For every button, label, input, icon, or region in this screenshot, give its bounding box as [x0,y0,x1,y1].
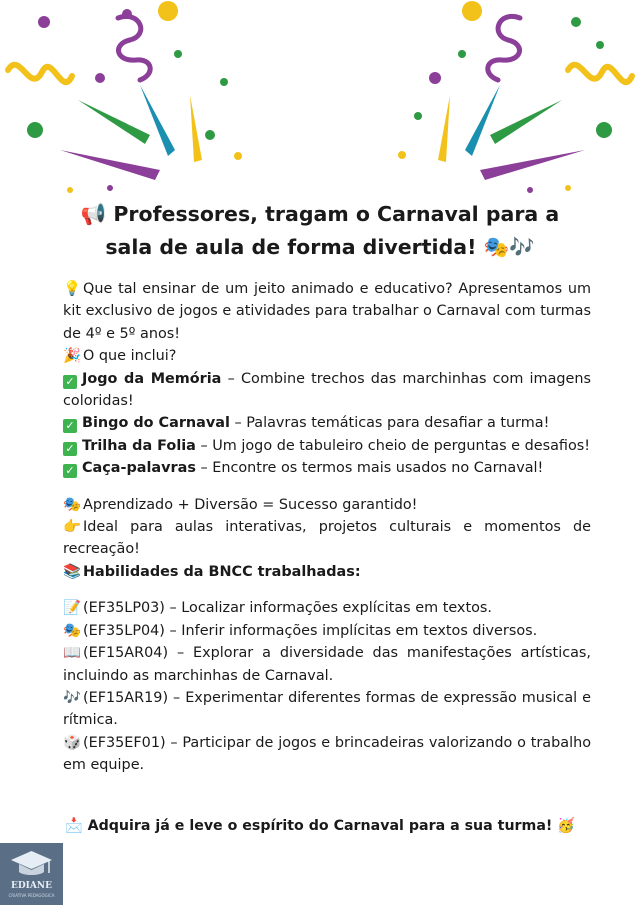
ideal-paragraph: 👉 Ideal para aulas interativas, projetos culturais e momentos de recreação! [63,516,591,561]
skill-item: 📝 (EF35LP03) – Localizar informações explícitas em textos. [63,597,591,619]
envelope-icon: 📩 [65,818,83,834]
bncc-heading: 📚 Habilidades da BNCC trabalhadas: [63,561,591,583]
page-title [40,198,600,264]
skill-item: 📖 (EF15AR04) – Explorar a diversidade das manifestações artísticas, incluindo as marchinhas de Carnaval. [63,642,591,687]
theater-masks-icon: 🎭 [63,622,81,639]
list-item: ✓ Bingo do Carnaval – Palavras temáticas para desafiar a turma! [63,412,591,434]
graduation-cap-icon [0,843,63,883]
open-book-icon: 📖 [63,645,81,662]
footer-cta: 📩 Adquira já e leve o espírito do Carnaval para a sua turma! 🥳 [65,818,575,834]
lightbulb-icon: 💡 [63,281,81,297]
check-mark-icon: ✓ [63,442,77,456]
title-line-1-text: Professores, tragam o Carnaval para a [113,202,560,226]
list-item: ✓ Caça-palavras – Encontre os termos mais usados no Carnaval! [63,457,591,479]
theater-masks-icon: 🎭 [63,496,81,513]
musical-notes-icon: 🎶 [63,689,81,706]
title-line-1 [40,198,600,231]
pointing-hand-icon: 👉 [63,519,81,536]
check-mark-icon: ✓ [63,375,77,389]
check-mark-icon: ✓ [63,464,77,478]
list-item: ✓ Trilha da Folia – Um jogo de tabuleiro cheio de perguntas e desafios! [63,435,591,457]
intro-paragraph: 💡 Que tal ensinar de um jeito animado e educativo? Apresentamos um kit exclusivo de jogos e atividades para trabalhar o Carnaval com turmas de 4º e 5º anos! [63,278,591,345]
brand-logo [0,843,63,905]
main-content [63,278,591,777]
slogan-line: 🎭 Aprendizado + Diversão = Sucesso garantido! [63,494,591,516]
skill-item: 🎶 (EF15AR19) – Experimentar diferentes formas de expressão musical e rítmica. [63,687,591,732]
party-face-icon: 🥳 [557,818,575,834]
skill-item: 🎭 (EF35LP04) – Inferir informações implícitas em textos diversos. [63,620,591,642]
memo-icon: 📝 [63,600,81,617]
dice-icon: 🎲 [63,734,81,751]
check-mark-icon: ✓ [63,419,77,433]
logo-name: EDIANE [11,881,52,891]
logo-subtitle: CRIATIVA PEDAGÓGICA [8,893,55,898]
party-popper-icon: 🎉 [63,348,81,365]
skill-item: 🎲 (EF35EF01) – Participar de jogos e brincadeiras valorizando o trabalho em equipe. [63,732,591,777]
megaphone-icon: 📢 [80,202,107,226]
books-icon: 📚 [63,563,81,580]
includes-heading: 🎉 O que inclui? [63,345,591,367]
list-item: ✓ Jogo da Memória – Combine trechos das marchinhas com imagens coloridas! [63,370,591,410]
title-line-2-text: sala de aula de forma divertida! [105,235,477,259]
theater-masks-music-icon: 🎭🎶 [483,235,535,259]
carnival-confetti-decoration [0,0,640,200]
title-line-2 [40,231,600,264]
